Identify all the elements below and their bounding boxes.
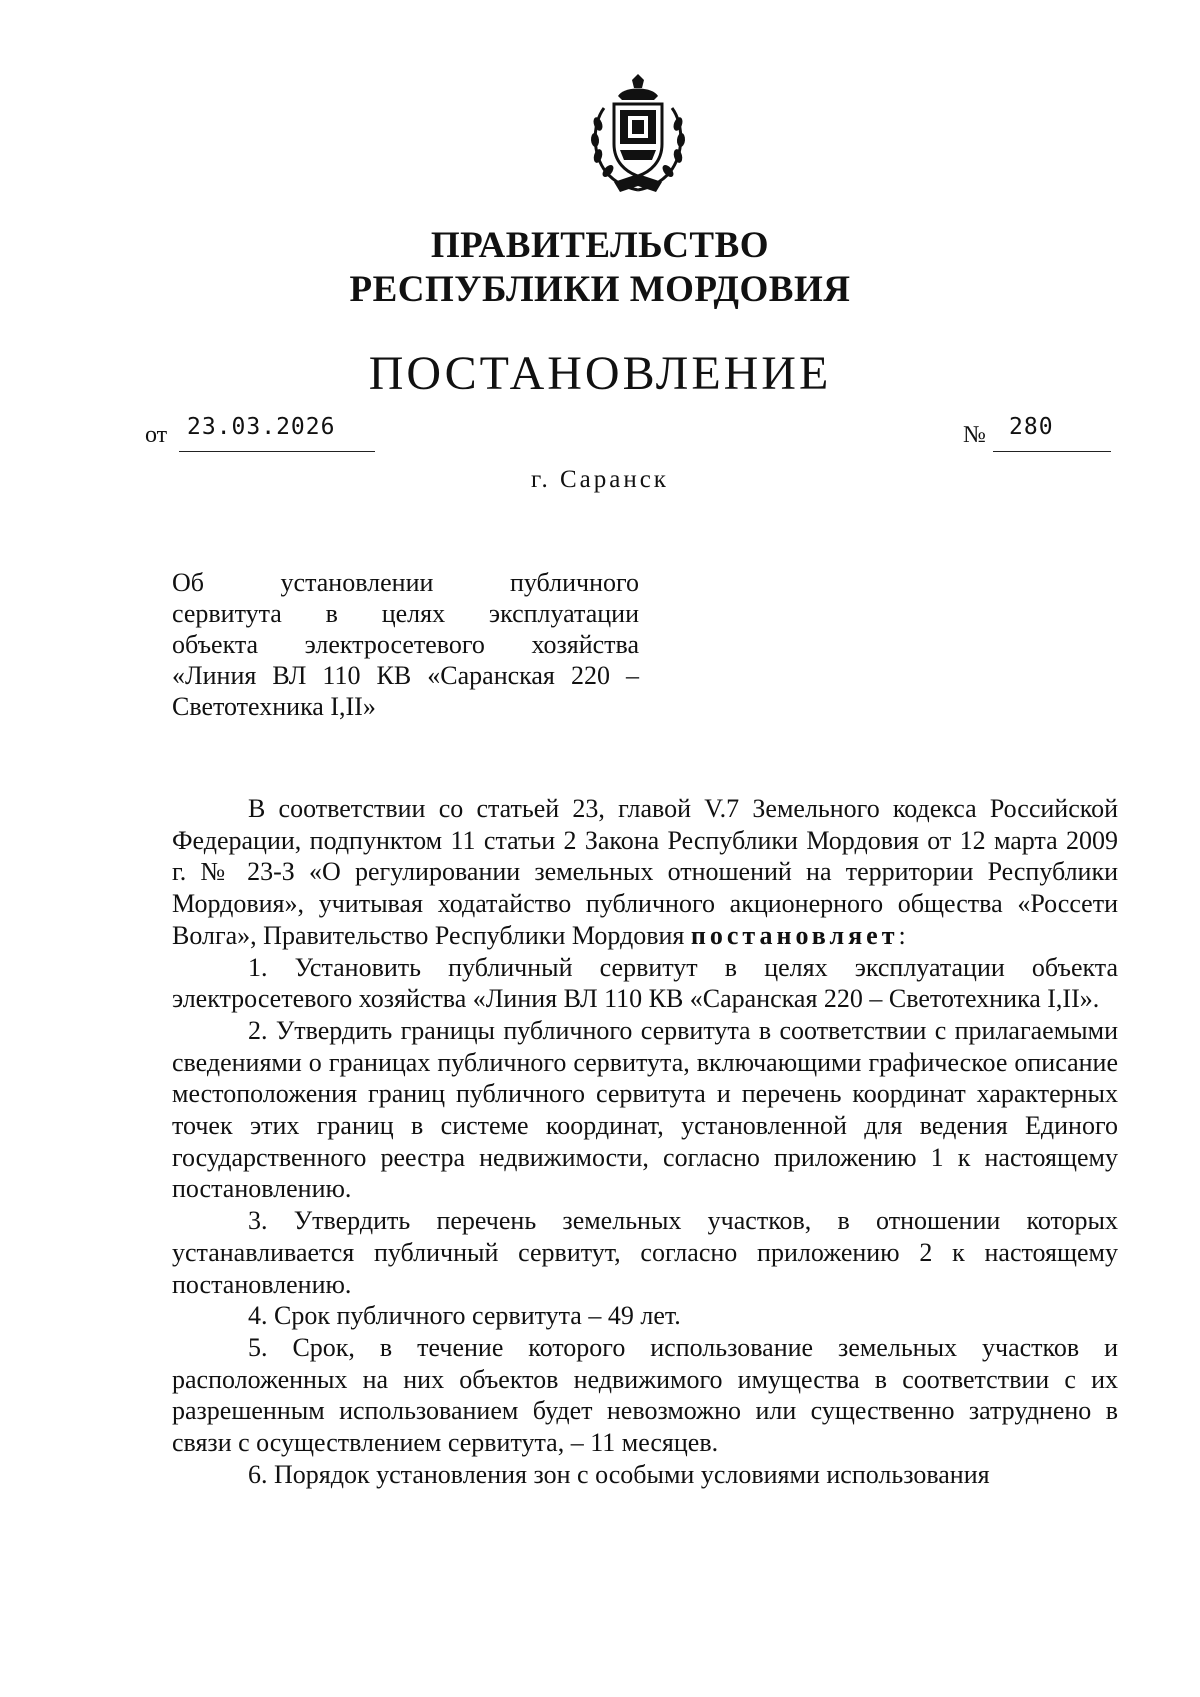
preamble-paragraph (172, 793, 1118, 952)
date-number-row (145, 414, 1145, 454)
org-title-line-2: РЕСПУБЛИКИ МОРДОВИЯ (349, 269, 851, 310)
coat-of-arms-icon (584, 74, 692, 200)
decree-colon: : (898, 920, 906, 950)
org-title-line-1: ПРАВИТЕЛЬСТВО (430, 225, 770, 266)
document-subject (172, 567, 639, 722)
document-date: 23.03.2026 (187, 414, 336, 440)
subject-line: Об установлении публичного (172, 568, 639, 597)
document-number: 280 (1009, 414, 1054, 440)
subject-line: сервитута в целях эксплуатации (172, 599, 639, 628)
subject-line: Светотехника I,II» (172, 692, 376, 721)
date-underline (179, 451, 375, 452)
paragraph-2: 2. Утвердить границы публичного сервитута в соответствии с прилагаемыми сведениями о границах публичного сервитута, включающими графическое описание местоположения границ публичного сервитута и перечень координат характерных точек этих границ в системе координат, установленной для ведения Единого государственного реестра недвижимости, согласно приложению 1 к настоящему постановлению. (172, 1015, 1118, 1204)
date-prefix: от (145, 422, 168, 448)
number-underline (993, 451, 1111, 452)
document-type-title: ПОСТАНОВЛЕНИЕ (368, 347, 832, 400)
paragraph-4: 4. Срок публичного сервитута – 49 лет. (248, 1301, 681, 1331)
preamble-text: В соответствии со статьей 23, главой V.7 Земельного кодекса Российской Федерации, подпунктом 11 статьи 2 Закона Республики Мордовия от 12 марта 2009 г. № 23-З «О регулировании земельных отношений на территории Республики Мордовия», учитывая ходатайство публичного акционерного общества «Россети Волга», Правительство Республики Мордовия (172, 794, 1118, 950)
document-body (172, 793, 1118, 1490)
paragraph-5: 5. Срок, в течение которого использование земельных участков и расположенных на них объектов недвижимого имущества в соответствии с их разрешенным использованием будет невозможно или существенно затруднено в связи с осуществлением сервитута, – 11 месяцев. (172, 1332, 1118, 1458)
paragraph-6: 6. Порядок установления зон с особыми условиями использования (248, 1459, 990, 1489)
paragraph-3: 3. Утвердить перечень земельных участков, в отношении которых устанавливается публичный сервитут, согласно приложению 2 к настоящему постановлению. (172, 1206, 1118, 1299)
city-line: г. Саранск (531, 466, 669, 493)
paragraph-1: 1. Установить публичный сервитут в целях эксплуатации объекта электросетевого хозяйства «Линия ВЛ 110 КВ «Саранская 220 – Светотехника I,II». (172, 952, 1118, 1014)
number-prefix: № (963, 422, 986, 448)
subject-line: «Линия ВЛ 110 КВ «Саранская 220 – (172, 661, 639, 690)
decree-word: постановляет (690, 920, 899, 950)
subject-line: объекта электросетевого хозяйства (172, 630, 639, 659)
